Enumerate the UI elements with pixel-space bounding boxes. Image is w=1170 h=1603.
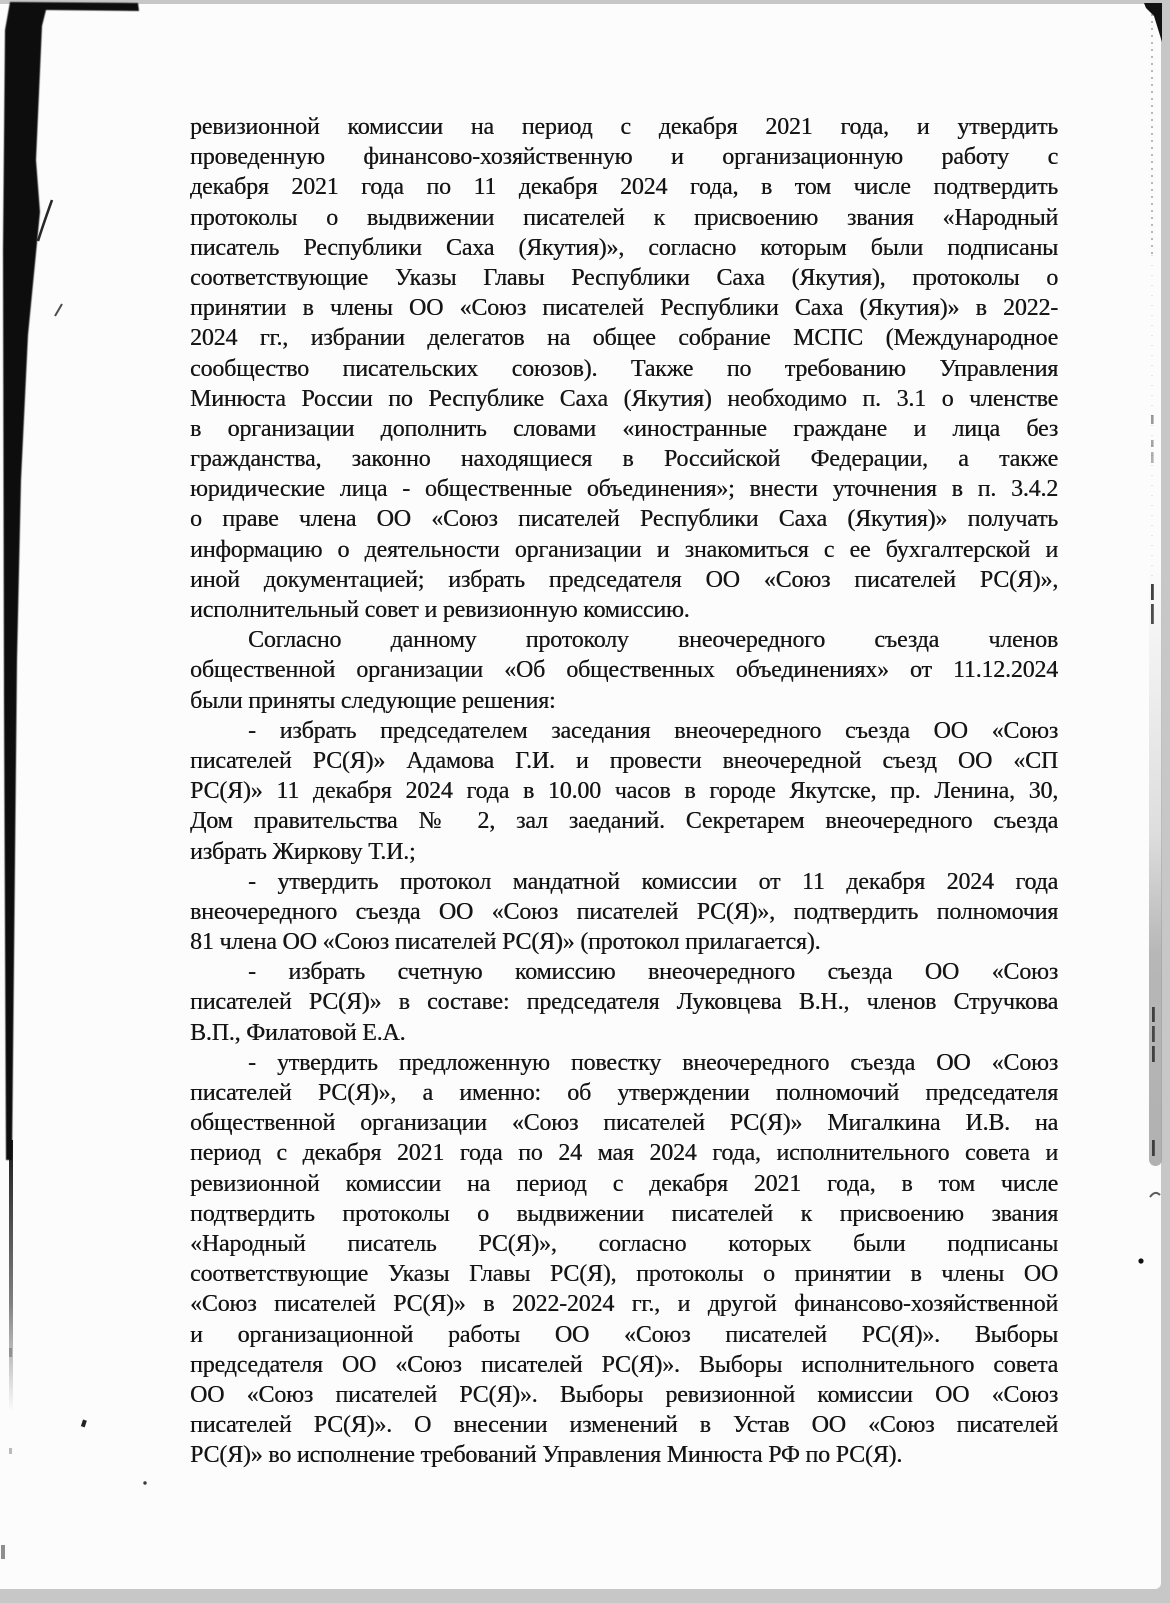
text-line: в организации дополнить словами «иностранные граждане и лица без	[190, 415, 1058, 442]
text-line: декабря 2021 года по 11 декабря 2024 года, в том числе подтвердить	[190, 174, 1058, 201]
scan-artifact-left-strip-tail	[9, 1140, 13, 1412]
text-line: сообщество писательских союзов). Также по требованию Управления	[190, 355, 1058, 382]
text-line: соответствующие Указы Главы РС(Я), протоколы о принятии в члены ОО	[190, 1261, 1058, 1288]
text-line: - утвердить предложенную повестку внеочередного съезда ОО «Союз	[248, 1049, 1058, 1076]
scan-artifact-scratch	[38, 200, 52, 241]
text-line: «Союз писателей РС(Я)» в 2022-2024 гг., и другой финансово-хозяйственной	[190, 1291, 1058, 1318]
text-line: исполнительный совет и ревизионную комиссию.	[190, 597, 690, 623]
text-line: были приняты следующие решения:	[190, 687, 556, 714]
text-line: Дом правительства № 2, зал заеданий. Секретарем внеочередного съезда	[190, 808, 1058, 835]
paragraph	[190, 957, 1058, 1048]
text-line: принятии в члены ОО «Союз писателей Республики Саха (Якутия)» в 2022-	[190, 295, 1058, 322]
text-line: ревизионной комиссии на период с декабря 2021 года, и утвердить	[190, 114, 1058, 140]
scan-artifact-speck-4	[1, 1545, 5, 1559]
text-line: иной документацией; избрать председателя ОО «Союз писателей РС(Я)»,	[190, 566, 1058, 593]
text-line: протоколы о выдвижении писателей к присвоению звания «Народный	[190, 204, 1058, 231]
text-line: писатель Республики Саха (Якутия)», согласно которым были подписаны	[190, 234, 1058, 261]
text-line: подтвердить протоколы о выдвижении писателей к присвоению звания	[190, 1200, 1058, 1227]
text-line: председателя ОО «Союз писателей РС(Я)». Выборы исполнительного совета	[190, 1351, 1058, 1378]
text-line: РС(Я)» во исполнение требований Управления Минюста РФ по РС(Я).	[190, 1442, 903, 1469]
text-line: 81 члена ОО «Союз писателей РС(Я)» (протокол прилагается).	[190, 929, 821, 956]
text-line: писателей РС(Я)» Адамова Г.И. и провести внеочередной съезд ОО «СП	[190, 747, 1058, 774]
scan-artifact-speck-2	[9, 1348, 12, 1357]
scan-artifact-speck-1	[81, 1420, 87, 1428]
text-line: ОО «Союз писателей РС(Я)». Выборы ревизионной комиссии ОО «Союз	[190, 1381, 1058, 1408]
text-line: - избрать председателем заседания внеочередного съезда ОО «Союз	[248, 717, 1058, 744]
text-line: период с декабря 2021 года по 24 мая 2024 года, исполнительного совета и	[190, 1140, 1058, 1167]
paragraph	[190, 867, 1058, 958]
text-line: РС(Я)» 11 декабря 2024 года в 10.00 часов в городе Якутске, пр. Ленина, 30,	[190, 778, 1058, 805]
text-line: и организационной работы ОО «Союз писателей РС(Я)». Выборы	[190, 1321, 1058, 1348]
text-line: о праве члена ОО «Союз писателей Республики Саха (Якутия)» получать	[190, 506, 1058, 533]
document-text-block	[190, 112, 1058, 1470]
text-line: 2024 гг., избрании делегатов на общее собрание МСПС (Международное	[190, 325, 1058, 352]
text-line: - утвердить протокол мандатной комиссии от 11 декабря 2024 года	[248, 868, 1058, 895]
paragraph	[190, 1048, 1058, 1471]
text-line: избрать Жиркову Т.И.;	[190, 838, 416, 865]
text-line: соответствующие Указы Главы Республики Саха (Якутия), протоколы о	[190, 264, 1058, 291]
text-line: писателей РС(Я)» в составе: председателя Луковцева В.Н., членов Стручкова	[190, 989, 1058, 1016]
scan-artifact-top-left-blob	[3, 2, 139, 1160]
text-line: В.П., Филатовой Е.А.	[190, 1019, 406, 1046]
text-line: Согласно данному протоколу внеочередного съезда членов	[248, 627, 1058, 654]
scan-artifact-top-right-wedge	[1144, 3, 1162, 42]
text-line: внеочередного съезда ОО «Союз писателей РС(Я)», подтвердить полномочия	[190, 898, 1058, 925]
scan-artifact-dot-left	[143, 1481, 146, 1484]
text-line: ревизионной комиссии на период с декабря 2021 года, в том числе	[190, 1170, 1058, 1197]
text-line: писателей РС(Я)», а именно: об утверждении полномочий председателя	[190, 1080, 1058, 1106]
scan-artifact-dot-right	[1138, 1258, 1143, 1263]
text-line: общественной организации «Об общественных объединениях» от 11.12.2024	[190, 657, 1058, 684]
text-line: «Народный писатель РС(Я)», согласно которых были подписаны	[190, 1230, 1058, 1257]
text-line: общественной организации «Союз писателей РС(Я)» Мигалкина И.В. на	[190, 1110, 1058, 1137]
paragraph	[190, 716, 1058, 867]
text-line: юридические лица - общественные объединения»; внести уточнения в п. 3.4.2	[190, 476, 1058, 503]
text-line: писателей РС(Я)». О внесении изменений в Устав ОО «Союз писателей	[190, 1412, 1058, 1439]
paragraph	[190, 112, 1058, 625]
text-line: Минюста России по Республике Саха (Якутия) необходимо п. 3.1 о членстве	[190, 385, 1058, 412]
scan-artifact-tick-left	[55, 304, 62, 316]
scan-artifact-speck-3	[9, 1448, 12, 1454]
paragraph	[190, 625, 1058, 716]
text-line: информацию о деятельности организации и знакомиться с ее бухгалтерской и	[190, 536, 1058, 563]
text-line: проведенную финансово-хозяйственную и организационную работу с	[190, 144, 1058, 171]
scan-artifact-right-ticks	[1151, 415, 1155, 1156]
text-line: - избрать счетную комиссию внеочередного съезда ОО «Союз	[248, 959, 1058, 986]
scan-artifact-curl	[1150, 1193, 1160, 1197]
text-line: гражданства, законно находящиеся в Российской Федерации, а также	[190, 446, 1058, 473]
